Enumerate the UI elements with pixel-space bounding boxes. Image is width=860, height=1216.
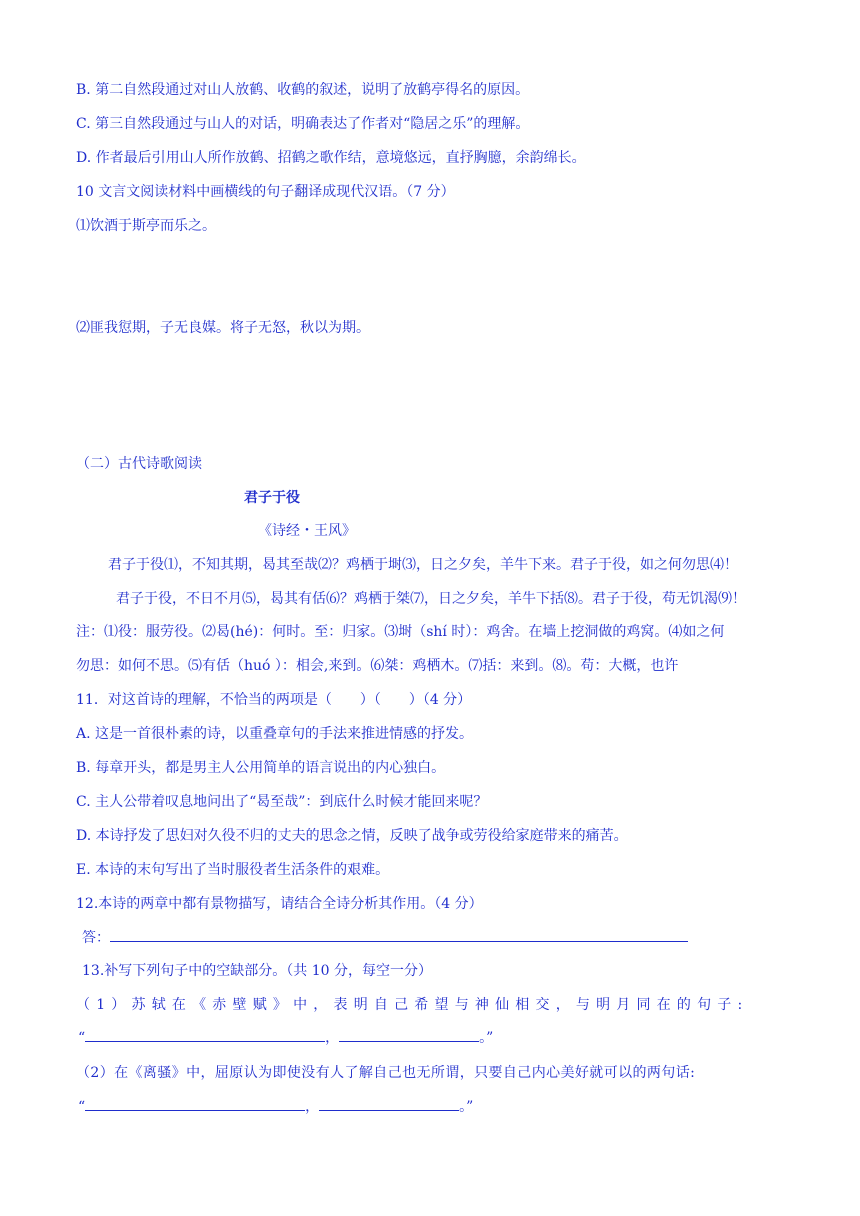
option-b: B. 第二自然段通过对山人放鹤、收鹤的叙述，说明了放鹤亭得名的原因。: [76, 82, 530, 98]
question-11-option-c: C. 主人公带着叹息地问出了“曷至哉”：到底什么时候才能回来呢？: [76, 794, 488, 810]
poem-source: 《诗经・王风》: [258, 523, 356, 539]
question-11-option-a: A. 这是一首很朴素的诗，以重叠章句的手法来推进情感的抒发。: [76, 726, 474, 742]
question-12-prompt: 12.本诗的两章中都有景物描写，请结合全诗分析其作用。（4 分）: [76, 896, 483, 912]
question-11-option-e: E. 本诗的末句写出了当时服役者生活条件的艰难。: [76, 862, 390, 878]
comma: ，: [325, 1030, 340, 1046]
question-13-prompt: 13.补写下列句子中的空缺部分。（共 10 分，每空一分）: [82, 963, 432, 979]
fill-blank-2[interactable]: [339, 1027, 479, 1042]
answer-label: 答：: [82, 930, 110, 946]
question-13-item-1-blanks[interactable]: [78, 1027, 493, 1048]
question-11-prompt: 11．对这首诗的理解，不恰当的两项是（ ）（ ）（4 分）: [76, 692, 472, 708]
fill-blank-3[interactable]: [85, 1096, 305, 1111]
comma: ，: [305, 1099, 320, 1115]
question-13-item-2: （2）在《离骚》中，屈原认为即使没有人了解自己也无所谓，只要自己内心美好就可以的两句话:: [76, 1065, 696, 1081]
question-10-item-1: ⑴饮酒于斯亭而乐之。: [76, 218, 216, 234]
open-quote: “: [78, 1030, 86, 1046]
close-quote: 。”: [479, 1030, 494, 1046]
question-12-answer-line[interactable]: [82, 927, 688, 948]
poem-notes-line-2: 勿思：如何不思。⑸有佸（huó ）：相会,来到。⑹桀：鸡栖木。⑺括：来到。⑻。苟：大概，也许: [76, 658, 679, 674]
fill-blank-4[interactable]: [319, 1096, 459, 1111]
close-quote: 。”: [459, 1099, 474, 1115]
question-11-option-d: D. 本诗抒发了思妇对久役不归的丈夫的思念之情，反映了战争或劳役给家庭带来的痛苦。: [76, 828, 628, 844]
poem-title: 君子于役: [244, 490, 300, 506]
question-11-option-b: B. 每章开头，都是男主人公用简单的语言说出的内心独白。: [76, 760, 446, 776]
option-d: D. 作者最后引用山人所作放鹤、招鹤之歌作结，意境悠远，直抒胸臆，余韵绵长。: [76, 150, 586, 166]
question-10-prompt: 10 文言文阅读材料中画横线的句子翻译成现代汉语。（7 分）: [76, 184, 455, 200]
section-heading: （二）古代诗歌阅读: [76, 456, 202, 472]
poem-notes-line-1: 注：⑴役：服劳役。⑵曷(hé)：何时。至：归家。⑶埘（shí 时）：鸡舍。在墙上挖洞做的鸡窝。⑷如之何: [76, 624, 725, 640]
open-quote: “: [78, 1099, 86, 1115]
answer-blank[interactable]: [110, 927, 688, 942]
question-13-item-2-blanks[interactable]: [78, 1096, 473, 1117]
poem-stanza-1: 君子于役⑴，不知其期，曷其至哉⑵？鸡栖于埘⑶，日之夕矣，羊牛下来。君子于役，如之何勿思⑷！: [108, 557, 738, 573]
poem-stanza-2: 君子于役，不日不月⑸，曷其有佸⑹？鸡栖于桀⑺，日之夕矣，羊牛下括⑻。君子于役，苟无饥渴⑼！: [116, 591, 746, 607]
question-10-item-2: ⑵匪我愆期，子无良媒。将子无怒，秋以为期。: [76, 320, 370, 336]
fill-blank-1[interactable]: [85, 1027, 325, 1042]
question-13-item-1: （1）苏轼在《赤壁赋》中，表明自己希望与神仙相交，与明月同在的句子:: [76, 997, 749, 1013]
option-c: C. 第三自然段通过与山人的对话，明确表达了作者对“隐居之乐”的理解。: [76, 116, 530, 132]
